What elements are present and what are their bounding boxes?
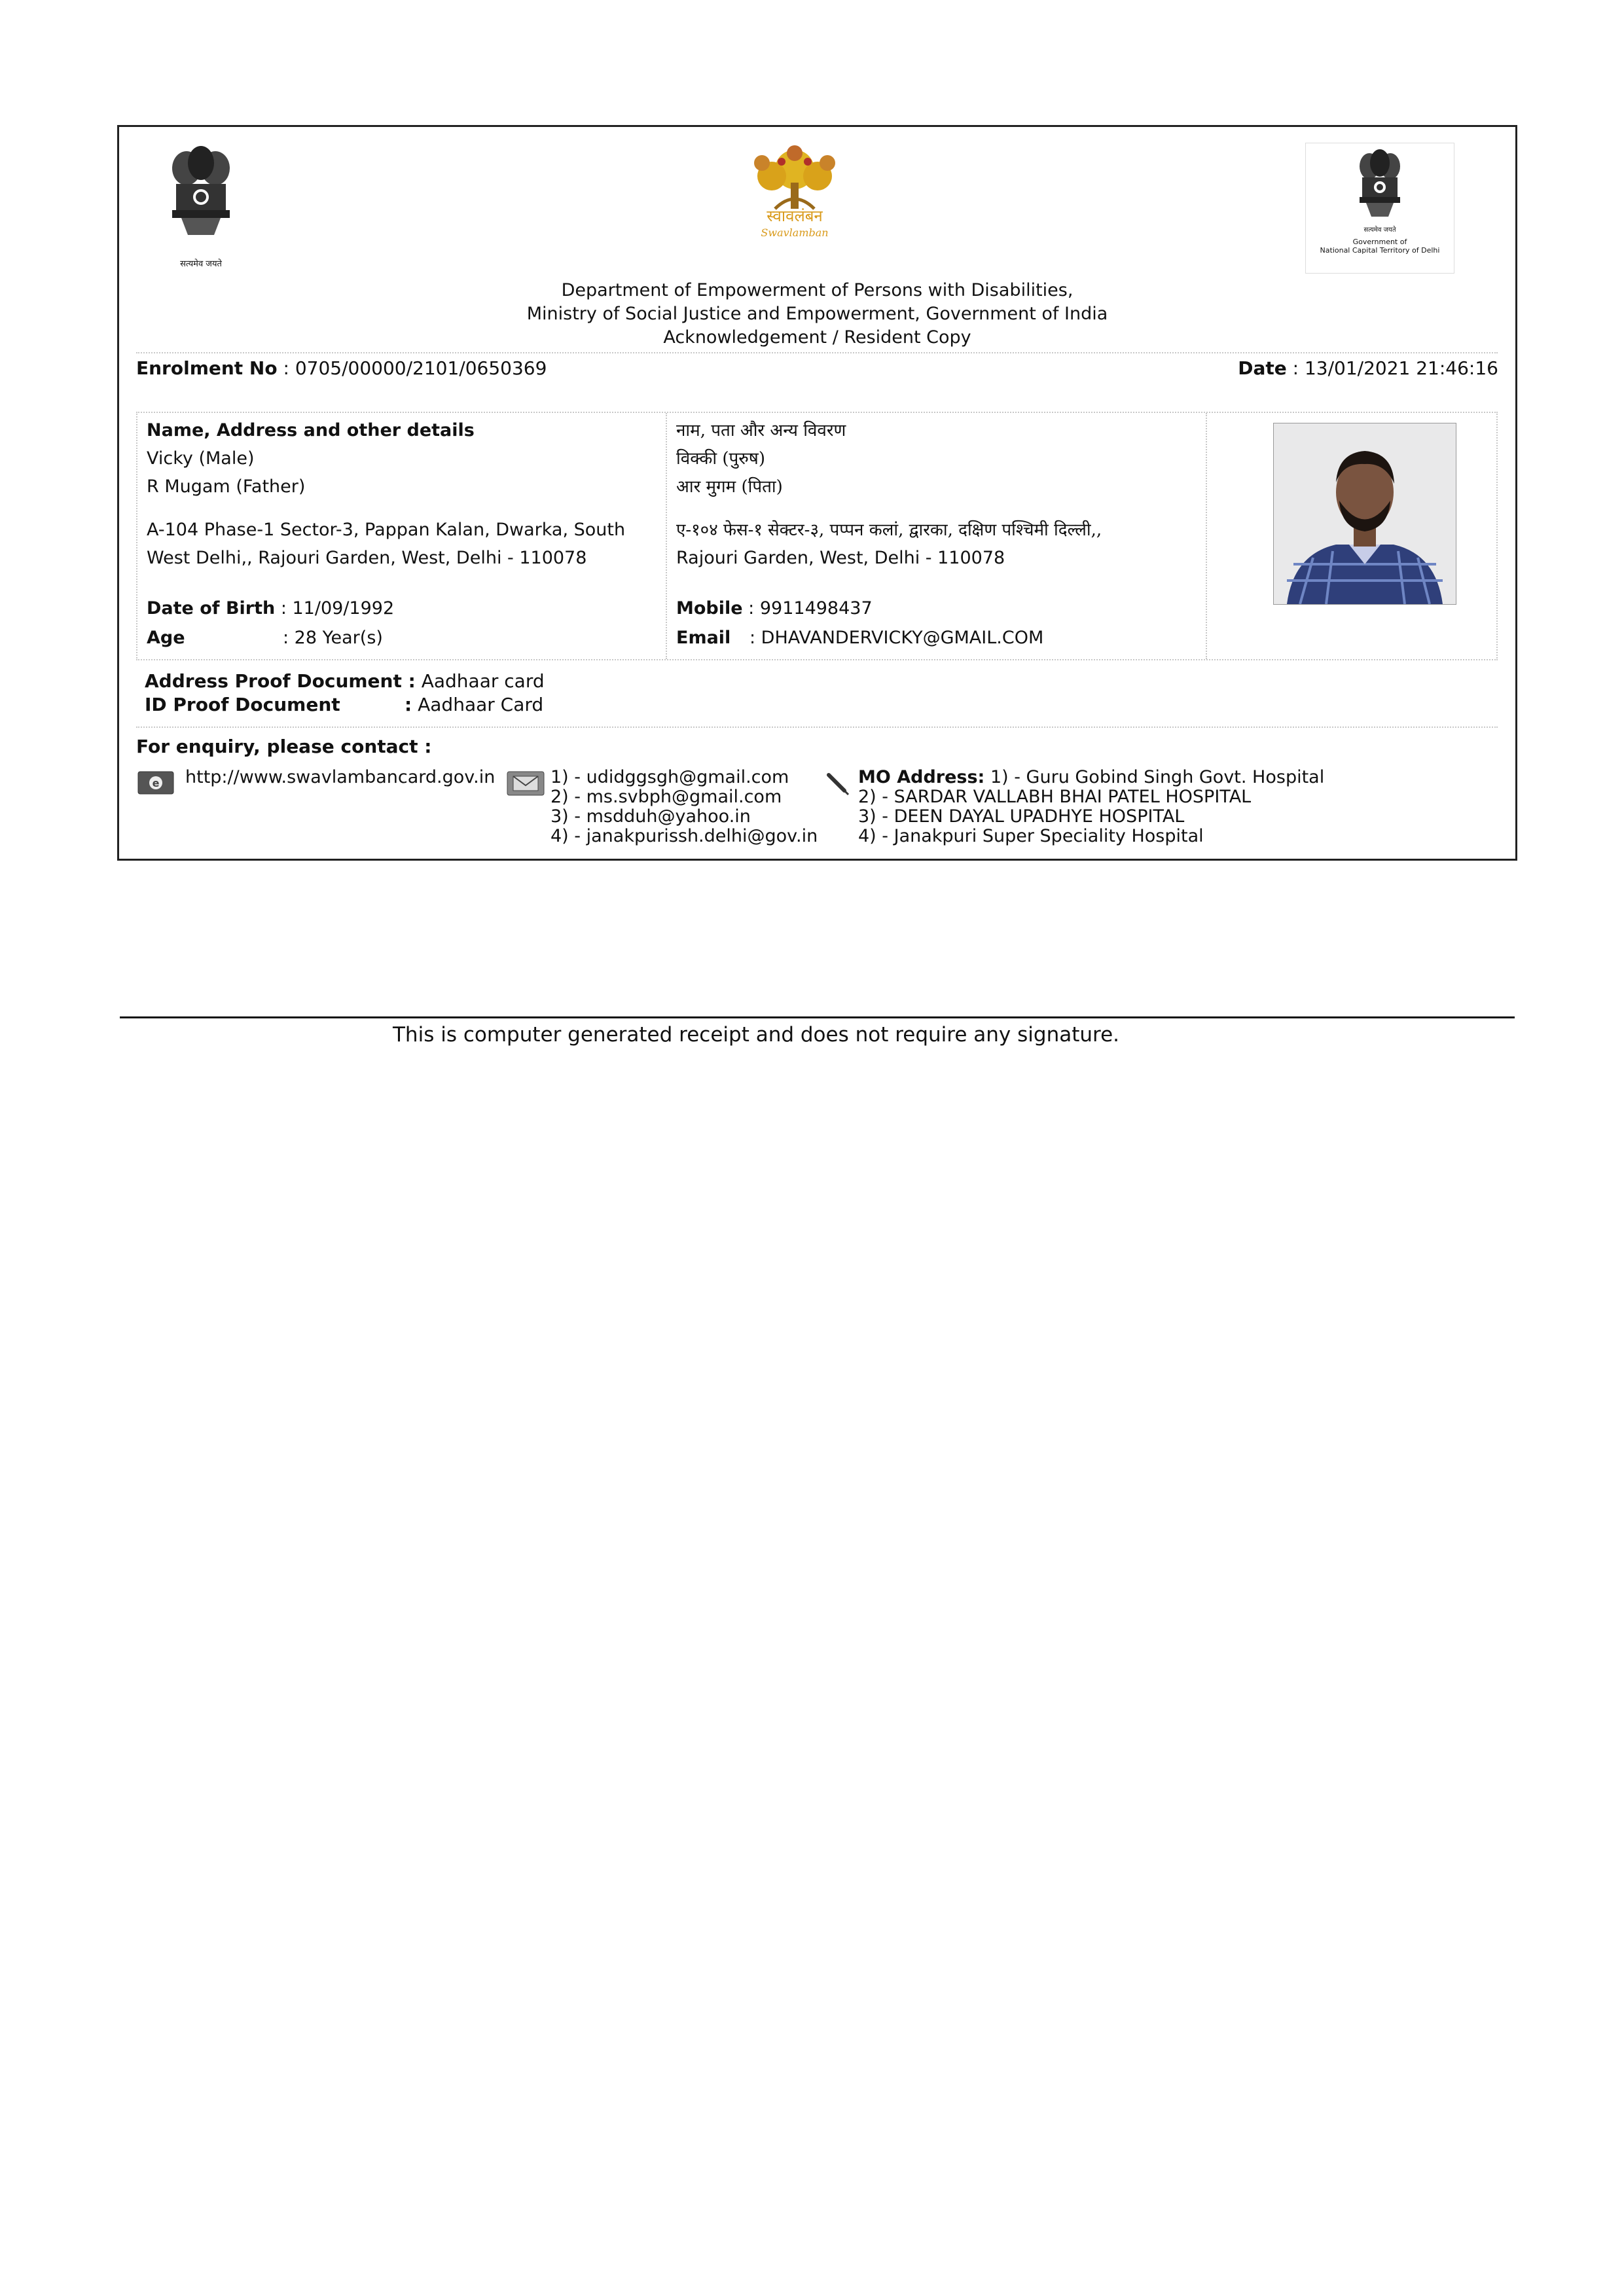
enrolment-date xyxy=(1238,357,1498,379)
emblem-right-motto: सत्यमेव जयते xyxy=(1363,226,1396,234)
computer-generated-note: This is computer generated receipt and does not require any signature. xyxy=(393,1023,1120,1047)
email-value: : DHAVANDERVICKY@GMAIL.COM xyxy=(749,628,1044,648)
id-proof-colon: : xyxy=(405,694,412,715)
emblem-right-line2: National Capital Territory of Delhi xyxy=(1320,246,1440,255)
mobile-label: Mobile xyxy=(676,598,743,619)
email-contact-4[interactable]: 4) - janakpurissh.delhi@gov.in xyxy=(550,826,818,846)
applicant-name: Vicky (Male) xyxy=(147,448,255,469)
date-of-birth xyxy=(147,594,394,623)
swavlamban-logo xyxy=(736,143,854,245)
applicant-photo xyxy=(1273,423,1456,605)
date-label: Date xyxy=(1238,357,1287,379)
email-contact-3[interactable]: 3) - msdduh@yahoo.in xyxy=(550,806,751,827)
address-proof-value: Aadhaar card xyxy=(421,670,545,692)
person-photo-icon xyxy=(1274,423,1456,604)
enquiry-heading: For enquiry, please contact : xyxy=(136,736,432,757)
details-heading-en: Name, Address and other details xyxy=(147,420,475,440)
address-line-1: A-104 Phase-1 Sector-3, Pappan Kalan, Dwarka, South xyxy=(147,520,626,540)
mo-address-first: 1) - Guru Gobind Singh Govt. Hospital xyxy=(990,767,1325,787)
national-emblem-left xyxy=(162,143,240,268)
department-line: Department of Empowerment of Persons with Disabilities, xyxy=(561,280,1074,300)
age-value: : 28 Year(s) xyxy=(283,628,383,648)
swavlamban-logo-hindi: स्वावलंबन xyxy=(767,207,823,225)
address-line-2: West Delhi,, Rajouri Garden, West, Delhi - 110078 xyxy=(147,548,587,568)
id-proof-value: Aadhaar Card xyxy=(418,694,544,715)
acknowledgement-title: Acknowledgement / Resident Copy xyxy=(663,327,971,348)
mobile-value: : 9911498437 xyxy=(748,598,873,619)
id-proof-row xyxy=(145,693,543,717)
ashoka-emblem-right-icon xyxy=(1306,143,1454,222)
email-label: Email xyxy=(676,628,731,648)
ashoka-emblem-icon xyxy=(162,143,240,255)
delhi-govt-emblem xyxy=(1305,143,1454,274)
father-name: R Mugam (Father) xyxy=(147,476,306,497)
mo-address-4: 4) - Janakpuri Super Speciality Hospital xyxy=(858,826,1204,846)
address-proof-label: Address Proof Document : xyxy=(145,670,416,692)
details-table xyxy=(136,412,1498,660)
address-line-1-hi: ए-१०४ फेस-१ सेक्टर-३, पप्पन कलां, द्वारका, दक्षिण पश्चिमी दिल्ली,, xyxy=(676,520,1102,540)
age xyxy=(147,624,383,653)
swavlamban-logo-english: Swavlamban xyxy=(761,226,829,239)
footer-rule xyxy=(120,1016,1515,1018)
dob-label: Date of Birth xyxy=(147,598,276,619)
applicant-name-hi: विक्की (पुरुष) xyxy=(676,449,765,469)
mail-icon xyxy=(507,771,545,798)
ministry-line: Ministry of Social Justice and Empowerment, Government of India xyxy=(526,304,1108,324)
enrolment-value: : 0705/00000/2101/0650369 xyxy=(283,357,547,379)
enrolment-label: Enrolment No xyxy=(136,357,278,379)
mo-address-1 xyxy=(858,768,1324,787)
pen-icon xyxy=(825,771,851,800)
column-divider-2 xyxy=(1206,413,1207,659)
emblem-right-line1: Government of xyxy=(1352,238,1407,246)
email-address xyxy=(676,624,1043,653)
email-contact-1[interactable]: 1) - udidggsgh@gmail.com xyxy=(550,767,789,787)
mo-address-2: 2) - SARDAR VALLABH BHAI PATEL HOSPITAL xyxy=(858,787,1252,807)
father-name-hi: आर मुगम (पिता) xyxy=(676,477,783,497)
id-proof-label: ID Proof Document xyxy=(145,694,340,715)
enrolment-number xyxy=(136,357,547,379)
address-line-2-hi: Rajouri Garden, West, Delhi - 110078 xyxy=(676,548,1005,568)
dob-value: : 11/09/1992 xyxy=(280,598,395,619)
date-value: : 13/01/2021 21:46:16 xyxy=(1292,357,1498,379)
acknowledgement-card xyxy=(117,125,1517,861)
details-heading-hi: नाम, पता और अन्य विवरण xyxy=(676,421,846,440)
address-proof-row xyxy=(145,670,545,693)
age-label: Age xyxy=(147,628,185,648)
emblem-motto: सत्यमेव जयते xyxy=(180,259,222,269)
email-contact-2[interactable]: 2) - ms.svbph@gmail.com xyxy=(550,787,782,807)
column-divider-1 xyxy=(666,413,667,659)
svg-text:e: e xyxy=(152,777,160,789)
mobile-number xyxy=(676,594,873,623)
proof-divider xyxy=(136,726,1498,728)
mo-address-3: 3) - DEEN DAYAL UPADHYE HOSPITAL xyxy=(858,806,1185,827)
website-link[interactable]: http://www.swavlambancard.gov.in xyxy=(185,767,496,787)
mo-address-label: MO Address: xyxy=(858,767,985,787)
header-divider xyxy=(136,352,1498,353)
web-icon xyxy=(137,771,174,797)
